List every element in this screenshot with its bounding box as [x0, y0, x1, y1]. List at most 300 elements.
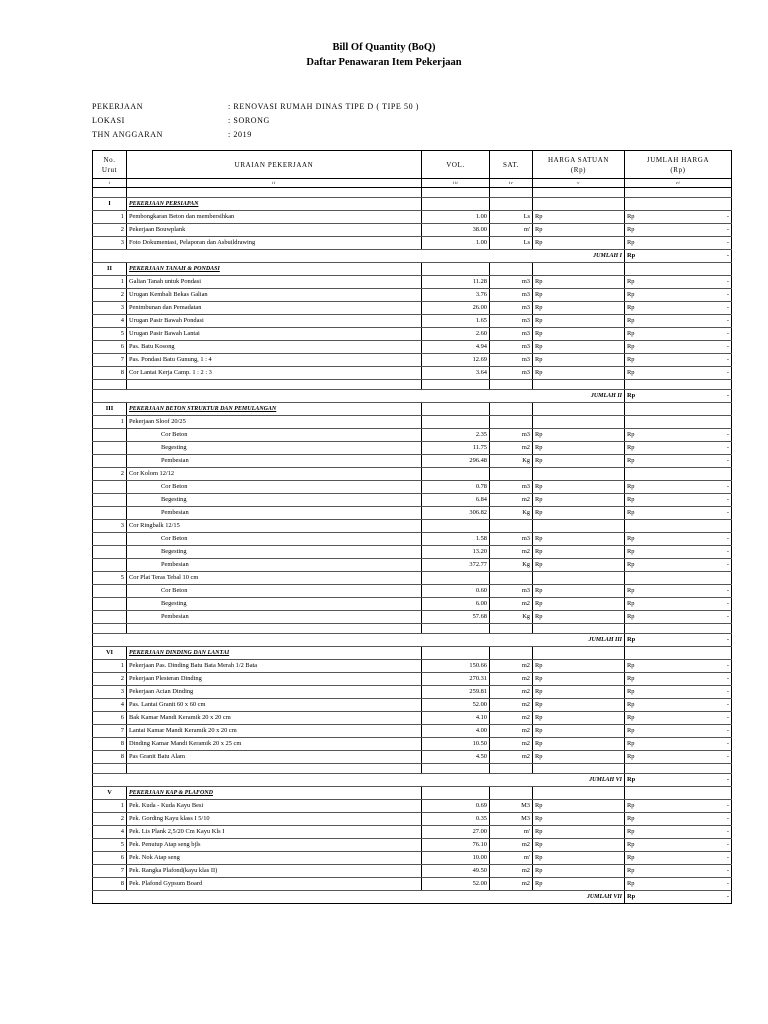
currency: Rp — [627, 509, 635, 516]
currency: Rp — [627, 369, 635, 376]
document-title: Bill Of Quantity (BoQ) — [332, 42, 436, 53]
row-number: 5 — [93, 572, 127, 585]
amount-value: - — [726, 587, 729, 594]
empty-cell — [422, 764, 490, 774]
item-unit: Kg — [490, 455, 533, 468]
header-harga-satuan — [533, 151, 625, 179]
amount-value: - — [726, 239, 729, 246]
item-description: Pek. Rangka Plafond(kayu klas II) — [127, 865, 422, 878]
section-row — [93, 787, 732, 800]
amount-wrap — [627, 725, 729, 737]
item-unit: m2 — [490, 686, 533, 699]
table-row — [93, 598, 732, 611]
empty-cell — [490, 787, 533, 800]
amount-value: - — [726, 636, 729, 643]
amount-value: - — [726, 701, 729, 708]
table-row — [93, 455, 732, 468]
item-description: Urugan Pasir Bawah Lantai — [127, 328, 422, 341]
item-unit-price: Rp — [533, 507, 625, 520]
item-unit-price: Rp — [533, 712, 625, 725]
item-unit-price: Rp — [533, 276, 625, 289]
item-volume: 52.00 — [422, 878, 490, 891]
item-total — [625, 572, 732, 585]
item-description: Pekerjaan Plesteran Dinding — [127, 673, 422, 686]
table-row — [93, 725, 732, 738]
item-unit: m' — [490, 224, 533, 237]
item-volume: 150.66 — [422, 660, 490, 673]
currency: Rp — [627, 867, 635, 874]
item-unit-price — [533, 416, 625, 429]
item-description: Pek. Lis Plank 2,5/20 Cm Kayu Kls I — [127, 826, 422, 839]
empty-cell — [490, 624, 533, 634]
table-row — [93, 800, 732, 813]
table-row — [93, 660, 732, 673]
amount-wrap — [627, 826, 729, 838]
amount-wrap — [627, 865, 729, 877]
section-row — [93, 198, 732, 211]
row-number — [93, 559, 127, 572]
item-volume: 259.81 — [422, 686, 490, 699]
subtotal-amount — [625, 390, 732, 403]
item-unit-price: Rp — [533, 289, 625, 302]
amount-value: - — [726, 880, 729, 887]
section-number: II — [93, 263, 127, 276]
header-harga-unit: (Rp) — [570, 165, 587, 174]
item-description: Foto Dokumentasi, Pelaporan dan Asbuildrawing — [127, 237, 422, 250]
item-volume: 0.78 — [422, 481, 490, 494]
subtotal-label: JUMLAH VI — [93, 774, 625, 787]
row-number — [93, 611, 127, 624]
blank-row — [93, 188, 732, 198]
item-description: Begesting — [127, 494, 422, 507]
empty-cell — [625, 188, 732, 198]
amount-wrap — [627, 611, 729, 623]
item-unit — [490, 572, 533, 585]
table-row — [93, 494, 732, 507]
item-description: Pek. Nok Atap seng — [127, 852, 422, 865]
item-description: Pembongkaran Beton dan membersihkan — [127, 211, 422, 224]
item-unit-price: Rp — [533, 559, 625, 572]
item-unit: m3 — [490, 302, 533, 315]
empty-cell — [533, 647, 625, 660]
amount-value: - — [726, 600, 729, 607]
column-index-row — [93, 179, 732, 188]
empty-cell — [533, 380, 625, 390]
subtotal-amount — [625, 250, 732, 263]
empty-cell — [490, 647, 533, 660]
currency: Rp — [627, 613, 635, 620]
row-number: 4 — [93, 699, 127, 712]
item-unit: Kg — [490, 559, 533, 572]
subtotal-amount — [625, 774, 732, 787]
item-volume: 306.82 — [422, 507, 490, 520]
amount-value: - — [726, 662, 729, 669]
row-number — [93, 598, 127, 611]
table-row — [93, 211, 732, 224]
empty-cell — [625, 198, 732, 211]
empty-cell — [93, 188, 127, 198]
currency: Rp — [627, 252, 636, 259]
table-row — [93, 712, 732, 725]
item-unit: m3 — [490, 315, 533, 328]
row-number: 4 — [93, 315, 127, 328]
item-description: Cor Plat Teras Tebal 10 cm — [127, 572, 422, 585]
item-total — [625, 455, 732, 468]
item-volume: 57.68 — [422, 611, 490, 624]
amount-value: - — [726, 330, 729, 337]
item-unit: m2 — [490, 839, 533, 852]
item-unit-price: Rp — [533, 699, 625, 712]
empty-cell — [533, 263, 625, 276]
currency: Rp — [627, 776, 636, 783]
item-total — [625, 673, 732, 686]
table-row — [93, 315, 732, 328]
item-total — [625, 559, 732, 572]
currency: Rp — [627, 587, 635, 594]
item-description: Cor Lantai Kerja Camp. 1 : 2 : 3 — [127, 367, 422, 380]
item-unit: m2 — [490, 751, 533, 764]
item-description: Cor Beton — [127, 481, 422, 494]
currency: Rp — [627, 675, 635, 682]
currency: Rp — [627, 815, 635, 822]
item-unit: Ls — [490, 237, 533, 250]
section-row — [93, 263, 732, 276]
info-label: LOKASI — [92, 116, 125, 125]
amount-wrap — [627, 839, 729, 851]
table-row — [93, 442, 732, 455]
item-unit-price — [533, 468, 625, 481]
item-unit: m3 — [490, 328, 533, 341]
currency: Rp — [627, 893, 636, 900]
item-total — [625, 712, 732, 725]
item-total — [625, 660, 732, 673]
item-volume — [422, 520, 490, 533]
row-number: 3 — [93, 237, 127, 250]
empty-cell — [422, 188, 490, 198]
item-total — [625, 429, 732, 442]
item-unit-price: Rp — [533, 546, 625, 559]
item-volume: 4.50 — [422, 751, 490, 764]
item-volume: 1.58 — [422, 533, 490, 546]
row-number — [93, 442, 127, 455]
item-total — [625, 738, 732, 751]
amount-wrap — [627, 559, 729, 571]
table-row — [93, 852, 732, 865]
amount-wrap — [627, 800, 729, 812]
currency: Rp — [627, 535, 635, 542]
item-total — [625, 800, 732, 813]
item-unit-price — [533, 520, 625, 533]
currency: Rp — [627, 226, 635, 233]
blank-row — [93, 380, 732, 390]
item-unit: m' — [490, 852, 533, 865]
amount-wrap — [627, 429, 729, 441]
item-description: Cor Beton — [127, 585, 422, 598]
row-number — [93, 455, 127, 468]
amount-wrap — [627, 224, 729, 236]
item-unit-price: Rp — [533, 533, 625, 546]
item-description: Urugan Kembali Bekas Galian — [127, 289, 422, 302]
row-number: 7 — [93, 865, 127, 878]
amount-wrap — [627, 585, 729, 597]
empty-cell — [533, 624, 625, 634]
item-description: Bak Kamar Mandi Keramik 20 x 20 cm — [127, 712, 422, 725]
item-description: Pek. Plafond Gypsum Board — [127, 878, 422, 891]
amount-wrap — [627, 289, 729, 301]
empty-cell — [422, 403, 490, 416]
item-total — [625, 211, 732, 224]
currency: Rp — [627, 662, 635, 669]
row-number: 1 — [93, 800, 127, 813]
currency: Rp — [627, 457, 635, 464]
amount-wrap — [627, 315, 729, 327]
currency: Rp — [627, 343, 635, 350]
empty-cell — [127, 188, 422, 198]
item-unit: m2 — [490, 725, 533, 738]
item-total — [625, 507, 732, 520]
subtotal-amount — [625, 634, 732, 647]
currency: Rp — [627, 740, 635, 747]
amount-value: - — [726, 561, 729, 568]
item-total — [625, 533, 732, 546]
item-unit: m3 — [490, 354, 533, 367]
amount-wrap — [627, 367, 729, 379]
amount-value: - — [726, 740, 729, 747]
item-volume: 270.31 — [422, 673, 490, 686]
item-description: Pekerjaan Bouwplank — [127, 224, 422, 237]
row-number: 3 — [93, 302, 127, 315]
item-unit: m2 — [490, 494, 533, 507]
item-unit: Kg — [490, 507, 533, 520]
amount-wrap — [627, 328, 729, 340]
amount-value: - — [726, 815, 729, 822]
amount-wrap — [627, 891, 729, 903]
item-volume: 2.35 — [422, 429, 490, 442]
column-index: vi — [625, 179, 732, 188]
table-row — [93, 878, 732, 891]
table-row — [93, 546, 732, 559]
header-uraian: URAIAN PEKERJAAN — [127, 151, 422, 179]
item-unit-price: Rp — [533, 826, 625, 839]
info-value: : 2019 — [228, 130, 252, 139]
amount-value: - — [726, 213, 729, 220]
amount-value: - — [726, 753, 729, 760]
amount-value: - — [726, 828, 729, 835]
amount-value: - — [726, 841, 729, 848]
item-unit-price: Rp — [533, 442, 625, 455]
amount-value: - — [726, 431, 729, 438]
info-value: : SORONG — [228, 116, 270, 125]
amount-value: - — [726, 893, 729, 900]
empty-cell — [490, 263, 533, 276]
item-total — [625, 598, 732, 611]
item-unit: m3 — [490, 533, 533, 546]
empty-cell — [490, 403, 533, 416]
amount-wrap — [627, 354, 729, 366]
empty-cell — [625, 647, 732, 660]
item-unit: m' — [490, 826, 533, 839]
amount-value: - — [726, 278, 729, 285]
item-description: Pembesian — [127, 507, 422, 520]
item-volume: 3.64 — [422, 367, 490, 380]
item-total — [625, 839, 732, 852]
row-number: 6 — [93, 712, 127, 725]
currency: Rp — [627, 444, 635, 451]
header-no: No. — [103, 155, 116, 164]
row-number — [93, 585, 127, 598]
table-row — [93, 686, 732, 699]
item-volume: 0.35 — [422, 813, 490, 826]
item-unit: m3 — [490, 481, 533, 494]
currency: Rp — [627, 727, 635, 734]
row-number: 2 — [93, 289, 127, 302]
item-total — [625, 546, 732, 559]
section-title: PEKERJAAN PERSIAPAN — [127, 198, 422, 211]
row-number: 8 — [93, 367, 127, 380]
amount-wrap — [627, 774, 729, 786]
header-sat: SAT. — [490, 151, 533, 179]
currency: Rp — [627, 802, 635, 809]
amount-wrap — [627, 533, 729, 545]
item-unit-price: Rp — [533, 673, 625, 686]
item-description: Dinding Kamar Mandi Keramik 20 x 25 cm — [127, 738, 422, 751]
item-volume: 11.75 — [422, 442, 490, 455]
currency: Rp — [627, 753, 635, 760]
currency: Rp — [627, 239, 635, 246]
item-total — [625, 585, 732, 598]
item-unit-price: Rp — [533, 738, 625, 751]
amount-wrap — [627, 211, 729, 223]
item-unit: m2 — [490, 865, 533, 878]
table-row — [93, 416, 732, 429]
item-total — [625, 494, 732, 507]
amount-value: - — [726, 688, 729, 695]
item-unit-price: Rp — [533, 455, 625, 468]
item-description: Pas. Pondasi Batu Gunung, 1 : 4 — [127, 354, 422, 367]
table-row — [93, 276, 732, 289]
table-row — [93, 611, 732, 624]
item-description: Cor Beton — [127, 429, 422, 442]
item-total — [625, 520, 732, 533]
amount-wrap — [627, 250, 729, 262]
subtotal-row — [93, 634, 732, 647]
row-number — [93, 481, 127, 494]
header-jumlah-harga — [625, 151, 732, 179]
document-subtitle: Daftar Penawaran Item Pekerjaan — [306, 57, 462, 68]
section-title: PEKERJAAN DINDING DAN LANTAI — [127, 647, 422, 660]
blank-row — [93, 764, 732, 774]
row-number: 1 — [93, 211, 127, 224]
item-total — [625, 341, 732, 354]
currency: Rp — [627, 483, 635, 490]
column-index: ii — [127, 179, 422, 188]
amount-value: - — [726, 675, 729, 682]
empty-cell — [93, 380, 127, 390]
item-unit-price: Rp — [533, 611, 625, 624]
amount-value: - — [726, 727, 729, 734]
amount-wrap — [627, 507, 729, 519]
row-number: 7 — [93, 354, 127, 367]
item-description: Cor Kolom 12/12 — [127, 468, 422, 481]
subtotal-row — [93, 891, 732, 904]
header-vol: VOL. — [422, 151, 490, 179]
info-label: THN ANGGARAN — [92, 130, 163, 139]
item-unit-price: Rp — [533, 481, 625, 494]
item-description: Pembesian — [127, 455, 422, 468]
table-row — [93, 751, 732, 764]
item-unit: m3 — [490, 341, 533, 354]
row-number: 3 — [93, 686, 127, 699]
amount-value: - — [726, 226, 729, 233]
empty-cell — [625, 787, 732, 800]
item-volume: 10.50 — [422, 738, 490, 751]
item-volume: 3.76 — [422, 289, 490, 302]
item-total — [625, 237, 732, 250]
item-unit-price: Rp — [533, 328, 625, 341]
subtotal-row — [93, 250, 732, 263]
item-total — [625, 611, 732, 624]
amount-value: - — [726, 483, 729, 490]
currency: Rp — [627, 561, 635, 568]
currency: Rp — [627, 714, 635, 721]
item-unit-price: Rp — [533, 367, 625, 380]
item-total — [625, 276, 732, 289]
row-number: 2 — [93, 468, 127, 481]
amount-value: - — [726, 392, 729, 399]
item-total — [625, 481, 732, 494]
amount-value: - — [726, 548, 729, 555]
subtotal-row — [93, 390, 732, 403]
row-number: 1 — [93, 276, 127, 289]
item-description: Cor Ringbalk 12/15 — [127, 520, 422, 533]
item-volume: 76.10 — [422, 839, 490, 852]
section-title: PEKERJAAN BETON STRUKTUR DAN PEMULANGAN — [127, 403, 422, 416]
item-volume: 13.20 — [422, 546, 490, 559]
section-title: PEKERJAAN TANAH & PONDASI — [127, 263, 422, 276]
item-total — [625, 367, 732, 380]
empty-cell — [127, 380, 422, 390]
empty-cell — [625, 263, 732, 276]
currency: Rp — [627, 548, 635, 555]
empty-cell — [625, 403, 732, 416]
item-unit: m2 — [490, 673, 533, 686]
item-unit-price: Rp — [533, 237, 625, 250]
currency: Rp — [627, 278, 635, 285]
empty-cell — [533, 787, 625, 800]
table-body — [93, 188, 732, 904]
row-number: 6 — [93, 852, 127, 865]
item-unit: m2 — [490, 712, 533, 725]
row-number — [93, 507, 127, 520]
currency: Rp — [627, 431, 635, 438]
amount-value: - — [726, 317, 729, 324]
item-unit: m3 — [490, 289, 533, 302]
subtotal-row — [93, 774, 732, 787]
amount-wrap — [627, 813, 729, 825]
item-unit-price: Rp — [533, 852, 625, 865]
empty-cell — [490, 198, 533, 211]
item-unit — [490, 520, 533, 533]
item-volume: 6.00 — [422, 598, 490, 611]
item-unit-price: Rp — [533, 598, 625, 611]
empty-cell — [422, 380, 490, 390]
item-volume: 27.00 — [422, 826, 490, 839]
section-title: PEKERJAAN KAP & PLAFOND — [127, 787, 422, 800]
row-number: 2 — [93, 673, 127, 686]
item-volume: 1.65 — [422, 315, 490, 328]
row-number — [93, 494, 127, 507]
item-description: Pekerjaan Pas. Dinding Batu Bata Merah 1/2 Bata — [127, 660, 422, 673]
